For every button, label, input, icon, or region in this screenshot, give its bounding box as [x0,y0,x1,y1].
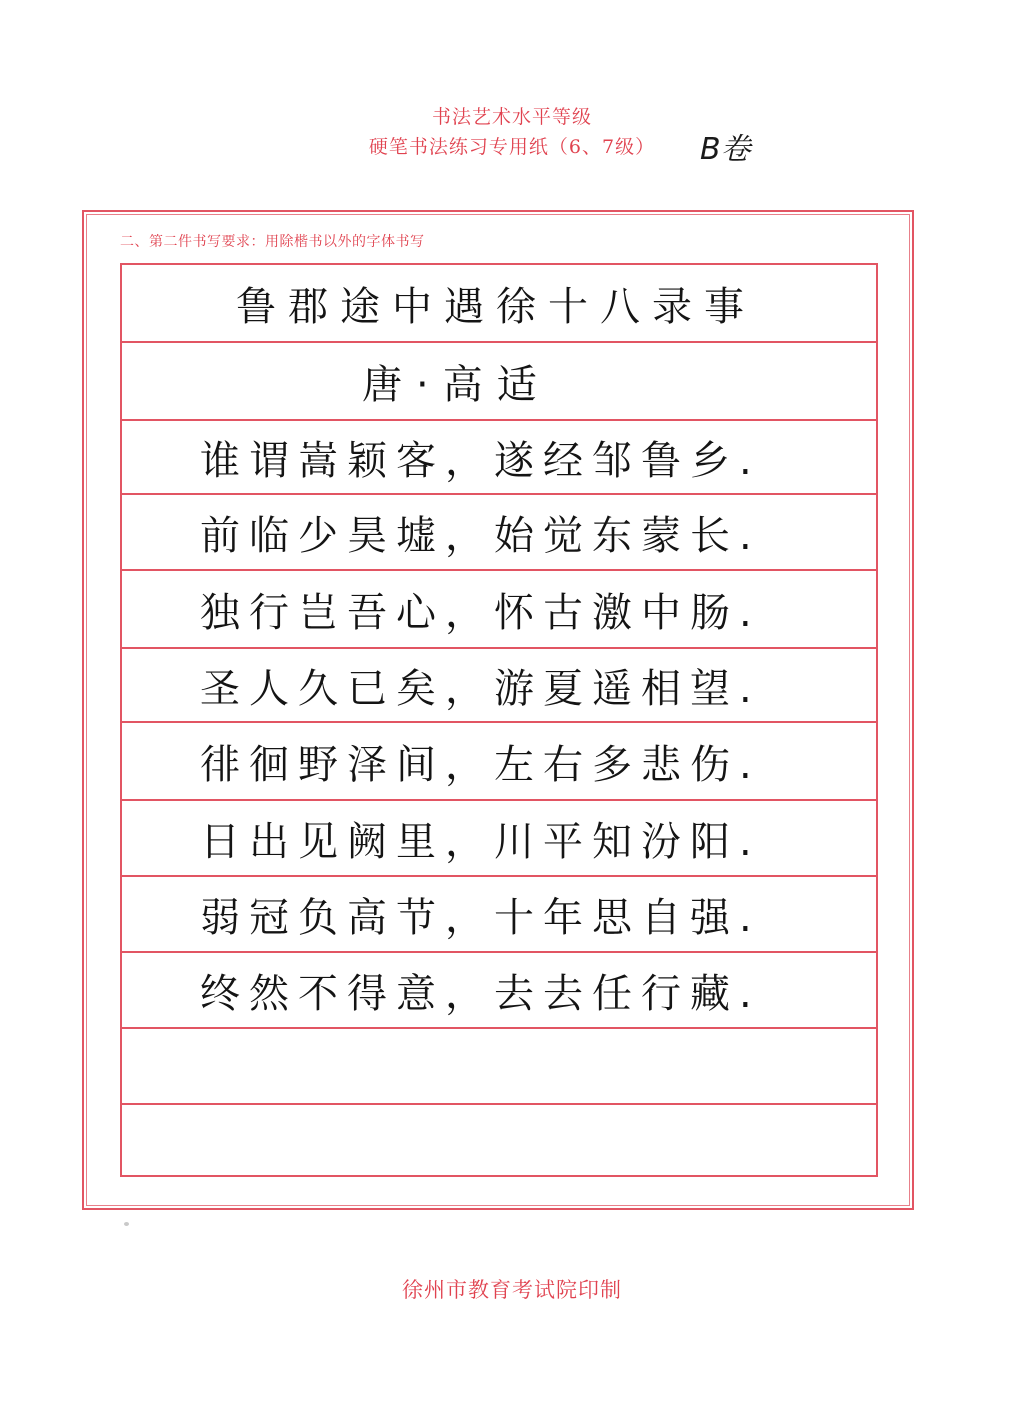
poem-line: 谁谓嵩颖客，遂经邹鲁乡. [200,437,761,484]
poem-line: 徘徊野泽间，左右多悲伤. [200,741,761,788]
paper-speck [124,1222,129,1226]
grid-row-empty [122,1105,876,1175]
poem-line: 圣人久已矣，游夏遥相望. [200,665,761,712]
grid-row [122,571,876,649]
poem-line: 独行岂吾心，怀古激中肠. [200,589,761,636]
poem-title: 鲁郡途中遇徐十八录事 [236,283,756,330]
grid-row [122,723,876,801]
publisher-footer: 徐州市教育考试院印制 [402,1278,622,1302]
poem-line: 前临少昊墟，始觉东蒙长. [200,512,761,559]
paper-version-tag: B卷 [700,132,751,167]
grid-row-title [122,265,876,343]
grid-row-empty [122,1029,876,1105]
grid-row [122,649,876,723]
writing-grid [120,263,878,1177]
grid-row [122,495,876,571]
grid-row-author [122,343,876,421]
writing-requirement: 二、第二件书写要求：用除楷书以外的字体书写 [120,234,425,250]
grid-row [122,421,876,495]
form-title: 书法艺术水平等级 [431,106,592,128]
poem-line: 终然不得意，去去任行藏. [200,970,761,1017]
form-subtitle: 硬笔书法练习专用纸（6、7级） [368,136,656,158]
grid-row [122,801,876,877]
poem-author: 唐·高适 [362,361,551,408]
grid-row [122,953,876,1029]
poem-line: 弱冠负高节，十年思自强. [200,894,761,941]
poem-line: 日出见阙里，川平知汾阳. [200,818,761,865]
grid-row [122,877,876,953]
